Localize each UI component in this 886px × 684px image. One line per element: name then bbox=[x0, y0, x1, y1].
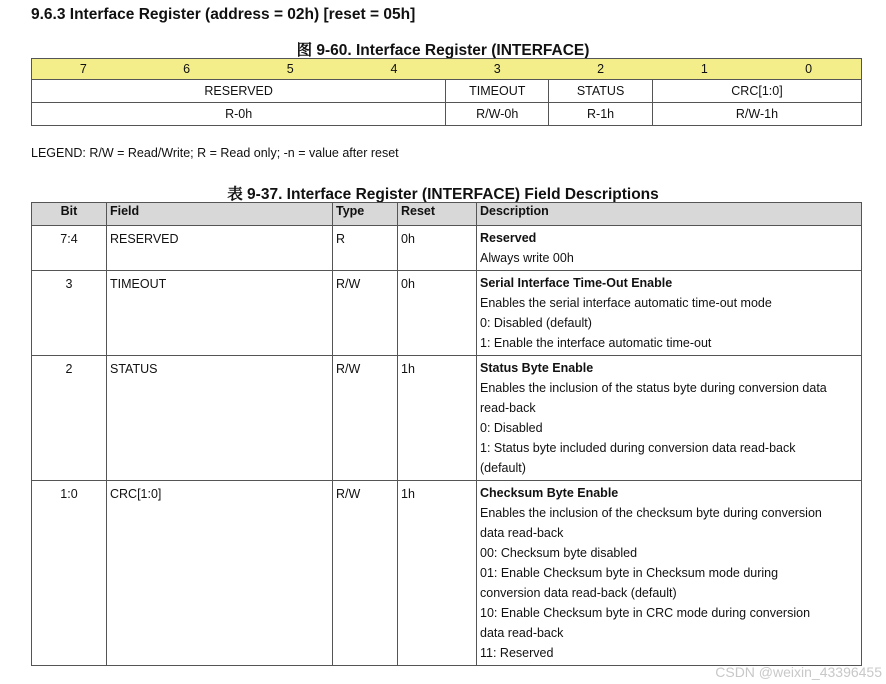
legend: LEGEND: R/W = Read/Write; R = Read only; -n = value after reset bbox=[31, 146, 399, 160]
header-type: Type bbox=[333, 203, 398, 226]
table-row bbox=[32, 481, 862, 666]
cell-type: R/W bbox=[333, 481, 398, 666]
bit-number: 2 bbox=[549, 59, 653, 80]
section-heading: 9.6.3 Interface Register (address = 02h) [reset = 05h] bbox=[31, 6, 416, 23]
table-row bbox=[32, 271, 862, 356]
bit-number: 3 bbox=[446, 59, 549, 80]
bit-number: 1 bbox=[652, 59, 756, 80]
cell-field: CRC[1:0] bbox=[107, 481, 333, 666]
description-line: 1: Enable the interface automatic time-out bbox=[480, 336, 712, 350]
header-bit: Bit bbox=[32, 203, 107, 226]
cell-bit: 3 bbox=[32, 271, 107, 356]
cell-description bbox=[477, 226, 862, 271]
description-line: Enables the serial interface automatic time-out mode bbox=[480, 296, 772, 310]
description-title: Checksum Byte Enable bbox=[480, 486, 619, 500]
description-line: (default) bbox=[480, 461, 526, 475]
cell-type: R bbox=[333, 226, 398, 271]
description-line: Enables the inclusion of the status byte during conversion data bbox=[480, 381, 827, 395]
watermark: CSDN @weixin_43396455 bbox=[715, 664, 882, 680]
cell-field: RESERVED bbox=[107, 226, 333, 271]
description-line: 0: Disabled bbox=[480, 421, 543, 435]
access-row bbox=[32, 103, 862, 126]
header-field: Field bbox=[107, 203, 333, 226]
field-name-reserved: RESERVED bbox=[32, 80, 446, 103]
header-description: Description bbox=[477, 203, 862, 226]
cell-field: STATUS bbox=[107, 356, 333, 481]
bit-number: 5 bbox=[238, 59, 342, 80]
cell-reset: 0h bbox=[398, 271, 477, 356]
cell-reset: 1h bbox=[398, 481, 477, 666]
bit-number: 7 bbox=[32, 59, 135, 80]
description-title: Reserved bbox=[480, 231, 537, 245]
cell-type: R/W bbox=[333, 271, 398, 356]
description-line: read-back bbox=[480, 401, 536, 415]
description-line: data read-back bbox=[480, 626, 564, 640]
field-name-status: STATUS bbox=[549, 80, 653, 103]
field-name-row bbox=[32, 80, 862, 103]
cell-type: R/W bbox=[333, 356, 398, 481]
cell-reset: 0h bbox=[398, 226, 477, 271]
bit-number: 6 bbox=[135, 59, 239, 80]
description-line: 10: Enable Checksum byte in CRC mode during conversion bbox=[480, 606, 811, 620]
cell-bit: 2 bbox=[32, 356, 107, 481]
access-reserved: R-0h bbox=[32, 103, 446, 126]
bit-number-row bbox=[32, 59, 862, 80]
table-row bbox=[32, 226, 862, 271]
access-status: R-1h bbox=[549, 103, 653, 126]
table-header-row bbox=[32, 203, 862, 226]
description-line: data read-back bbox=[480, 526, 564, 540]
description-line: Always write 00h bbox=[480, 251, 574, 265]
field-name-timeout: TIMEOUT bbox=[446, 80, 549, 103]
description-title: Status Byte Enable bbox=[480, 361, 594, 375]
cell-bit: 1:0 bbox=[32, 481, 107, 666]
cell-description bbox=[477, 356, 862, 481]
cell-field: TIMEOUT bbox=[107, 271, 333, 356]
description-title: Serial Interface Time-Out Enable bbox=[480, 276, 673, 290]
access-crc: R/W-1h bbox=[652, 103, 861, 126]
description-line: 1: Status byte included during conversion data read-back bbox=[480, 441, 796, 455]
cell-bit: 7:4 bbox=[32, 226, 107, 271]
cell-reset: 1h bbox=[398, 356, 477, 481]
description-line: 0: Disabled (default) bbox=[480, 316, 592, 330]
description-line: conversion data read-back (default) bbox=[480, 586, 677, 600]
bit-number: 4 bbox=[342, 59, 446, 80]
description-line: 11: Reserved bbox=[480, 646, 554, 660]
table-row bbox=[32, 356, 862, 481]
bit-number: 0 bbox=[756, 59, 861, 80]
field-name-crc: CRC[1:0] bbox=[652, 80, 861, 103]
field-descriptions-table bbox=[31, 202, 862, 666]
header-reset: Reset bbox=[398, 203, 477, 226]
access-timeout: R/W-0h bbox=[446, 103, 549, 126]
cell-description bbox=[477, 481, 862, 666]
register-bit-map bbox=[31, 58, 862, 126]
description-line: 01: Enable Checksum byte in Checksum mode during bbox=[480, 566, 779, 580]
description-line: Enables the inclusion of the checksum byte during conversion bbox=[480, 506, 822, 520]
description-line: 00: Checksum byte disabled bbox=[480, 546, 638, 560]
cell-description bbox=[477, 271, 862, 356]
figure-caption: 图 9-60. Interface Register (INTERFACE) bbox=[296, 42, 590, 59]
table-caption: 表 9-37. Interface Register (INTERFACE) Field Descriptions bbox=[227, 186, 659, 203]
